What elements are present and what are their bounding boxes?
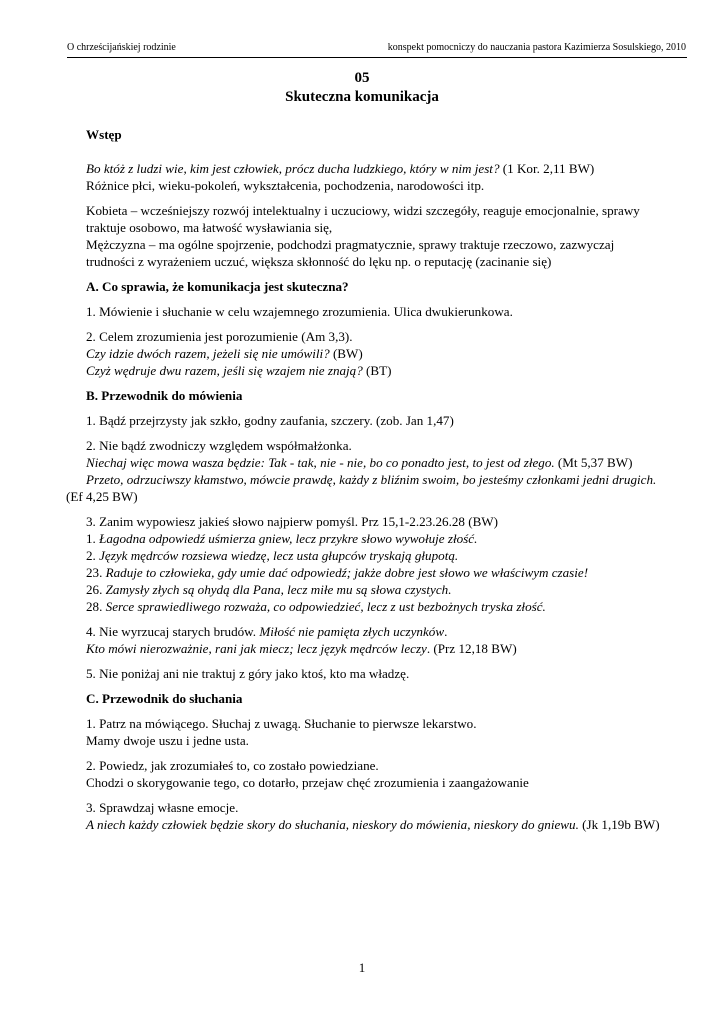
section-b-heading: B. Przewodnik do mówienia	[86, 388, 243, 403]
section-b-point-4-end: .	[444, 624, 448, 639]
proverb-verse-number: 28.	[86, 599, 106, 614]
section-b-point-4-italic: Miłość nie pamięta złych uczynków	[259, 624, 445, 639]
proverb-verse-number: 26.	[86, 582, 106, 597]
proverb-verse-text: Raduje to człowieka, gdy umie dać odpowiedź; jakże dobre jest słowo we właściwym czasie!	[105, 565, 589, 580]
section-c-point-3: 3. Sprawdzaj własne emocje.	[86, 800, 239, 815]
intro-man-line-1: Mężczyzna – ma ogólne spojrzenie, podchodzi pragmatycznie, sprawy traktuje rzeczowo, zazwyczaj	[86, 237, 615, 252]
section-b-quote-2: Przeto, odrzuciwszy kłamstwo, mówcie prawdę, każdy z bliźnim swoim, bo jesteśmy członkami jedni drugich.	[86, 472, 657, 487]
section-c-heading: C. Przewodnik do słuchania	[86, 691, 243, 706]
intro-differences: Różnice płci, wieku-pokoleń, wykształcenia, pochodzenia, narodowości itp.	[86, 178, 485, 193]
page-number: 1	[358, 960, 366, 975]
intro-man-line-2: trudności z wyrażeniem uczuć, większa skłonność do lęku np. o reputację (zacinanie się)	[86, 254, 552, 269]
header-right: konspekt pomocniczy do nauczania pastora Kazimierza Sosulskiego, 2010	[387, 42, 686, 53]
header-rule	[67, 57, 687, 58]
document-body	[66, 126, 690, 833]
lesson-number: 05	[354, 70, 370, 86]
intro-quote-ref: (1 Kor. 2,11 BW)	[499, 161, 595, 176]
header-left: O chrześcijańskiej rodzinie	[67, 42, 176, 53]
section-a-quote-2-line	[86, 362, 690, 379]
intro-quote: Bo któż z ludzi wie, kim jest człowiek, prócz ducha ludzkiego, który w nim jest?	[86, 161, 500, 176]
section-b-quote-1: Niechaj więc mowa wasza będzie: Tak - tak, nie - nie, bo co ponadto jest, to jest od złego.	[86, 455, 555, 470]
section-c-quote-ref: (Jk 1,19b BW)	[578, 817, 660, 832]
section-a-point-2: 2. Celem zrozumienia jest porozumienie (Am 3,3).	[86, 329, 353, 344]
proverb-verse-text: Zamysły złych są ohydą dla Pana, lecz miłe mu są słowa czystych.	[105, 582, 452, 597]
section-a-quote-1-ref: (BW)	[329, 346, 363, 361]
section-b-point-3: 3. Zanim wypowiesz jakieś słowo najpierw pomyśl. Prz 15,1-2.23.26.28 (BW)	[86, 514, 499, 529]
section-a-heading: A. Co sprawia, że komunikacja jest skuteczna?	[86, 279, 349, 294]
section-b-quote-3-line	[86, 640, 690, 657]
section-c-quote: A niech każdy człowiek będzie skory do słuchania, nieskory do mówienia, nieskory do gniewu.	[86, 817, 579, 832]
section-c-point-2-note: Chodzi o skorygowanie tego, co dotarło, przejaw chęć zrozumienia i zaangażowanie	[86, 775, 529, 790]
intro-heading: Wstęp	[86, 127, 122, 142]
section-c-point-1-note: Mamy dwoje uszu i jedne usta.	[86, 733, 249, 748]
proverb-verse	[86, 598, 690, 615]
section-a-quote-2-ref: (BT)	[362, 363, 392, 378]
section-c-point-1: 1. Patrz na mówiącego. Słuchaj z uwagą. Słuchanie to pierwsze lekarstwo.	[86, 716, 477, 731]
proverb-verse-number: 2.	[86, 548, 100, 563]
section-b-point-4-lead: 4. Nie wyrzucaj starych brudów.	[86, 624, 260, 639]
proverb-verse-number: 23.	[86, 565, 106, 580]
section-b-point-5: 5. Nie poniżaj ani nie traktuj z góry jako ktoś, kto ma władzę.	[86, 666, 410, 681]
section-b-quote-2-ref: (Ef 4,25 BW)	[66, 489, 138, 504]
section-b-point-4	[86, 623, 690, 640]
intro-woman-line-1: Kobieta – wcześniejszy rozwój intelektualny i uczuciowy, widzi szczegóły, reaguje emocjonalnie, sprawy	[86, 203, 640, 218]
proverb-verse	[86, 564, 690, 581]
proverb-verse	[86, 530, 690, 547]
section-b-point-1: 1. Bądź przejrzysty jak szkło, godny zaufania, szczery. (zob. Jan 1,47)	[86, 413, 454, 428]
proverb-verse-number: 1.	[86, 531, 100, 546]
section-a-quote-1-line	[86, 345, 690, 362]
proverb-verse	[86, 547, 690, 564]
section-c-point-2: 2. Powiedz, jak zrozumiałeś to, co zostało powiedziane.	[86, 758, 379, 773]
section-b-point-2: 2. Nie bądź zwodniczy względem współmałżonka.	[86, 438, 352, 453]
section-a-quote-1: Czy idzie dwóch razem, jeżeli się nie umówili?	[86, 346, 330, 361]
intro-woman-line-2: traktuje osobowo, ma łatwość wysławiania się,	[86, 220, 333, 235]
proverb-verse-text: Łagodna odpowiedź uśmierza gniew, lecz przykre słowo wywołuje złość.	[99, 531, 478, 546]
section-b-quote-3-ref: . (Prz 12,18 BW)	[426, 641, 517, 656]
proverb-verse-text: Język mędrców rozsiewa wiedzę, lecz usta głupców tryskają głupotą.	[99, 548, 459, 563]
intro-quote-line	[86, 160, 690, 177]
section-b-quote-1-line	[86, 454, 690, 471]
section-a-point-1: 1. Mówienie i słuchanie w celu wzajemnego zrozumienia. Ulica dwukierunkowa.	[86, 304, 513, 319]
section-c-quote-line	[86, 816, 690, 833]
section-a-quote-2: Czyż wędruje dwu razem, jeśli się wzajem nie znają?	[86, 363, 363, 378]
proverb-verse	[86, 581, 690, 598]
section-b-quote-1-ref: (Mt 5,37 BW)	[554, 455, 633, 470]
page-title: Skuteczna komunikacja	[285, 89, 439, 105]
section-b-quote-3: Kto mówi nierozważnie, rani jak miecz; lecz język mędrców leczy	[86, 641, 427, 656]
proverb-verse-text: Serce sprawiedliwego rozważa, co odpowiedzieć, lecz z ust bezbożnych tryska złość.	[105, 599, 546, 614]
